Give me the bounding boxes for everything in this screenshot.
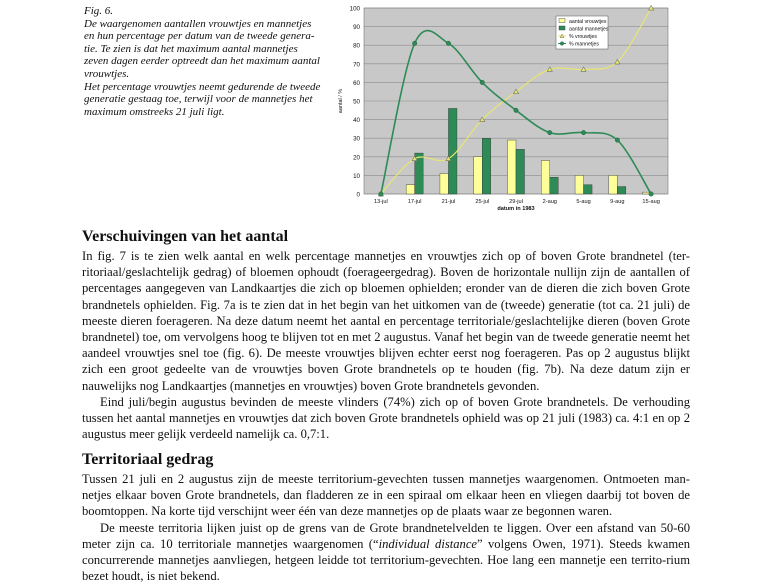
- bar: [440, 174, 449, 194]
- figure-caption: [84, 5, 334, 118]
- data-point: [480, 80, 484, 84]
- legend-swatch: [559, 19, 565, 23]
- x-tick-label: 25-jul: [475, 199, 490, 205]
- caption-line: maximum omstreeks 21 juli ligt.: [84, 105, 225, 118]
- bar: [508, 140, 517, 194]
- bar: [474, 157, 483, 194]
- caption-line: en hun percentage per datum van de tweede genera-: [84, 30, 315, 43]
- caption-line: vrouwtjes.: [84, 67, 130, 80]
- caption-line: De waargenomen aantallen vrouwtjes en mannetjes: [84, 17, 312, 30]
- bar: [584, 185, 593, 194]
- x-tick-label: 13-jul: [374, 199, 388, 205]
- bar: [575, 175, 584, 194]
- y-tick-label: 100: [349, 5, 360, 13]
- y-tick-label: 10: [353, 172, 360, 180]
- x-tick-label: 2-aug: [542, 199, 557, 205]
- paragraph: Tussen 21 juli en 2 augustus zijn de meeste territorium-gevechten tussen mannetjes waargenomen. Ontmoeten man-netjes elkaar boven Grote brandnetels, dan fladderen ze in een spiraal om elkaar heen en vliegen daarbij tot boven de boomtoppen. Na korte tijd verschijnt weer één van deze mannetjes op de plaats waar ze begonnen waren.: [82, 472, 690, 519]
- legend-label: aantal vrouwtjes: [569, 19, 607, 25]
- x-axis-label: datum in 1983: [497, 206, 535, 210]
- x-tick-label: 21-jul: [441, 199, 456, 205]
- legend-label: aantal mannetjes: [569, 26, 609, 33]
- data-point: [514, 108, 518, 112]
- data-point: [548, 130, 552, 134]
- data-point: [581, 130, 585, 134]
- paragraph: In fig. 7 is te zien welk aantal en welk percentage mannetjes en vrouwtjes zich op of boven Grote brandnetel (ter-ritoriaal/geslachtelijk gedrag) of bloemen ophoudt (foerageergedrag). Boven de horizontale nullijn zijn de aantallen of percentages aangegeven van Landkaartjes die zich op bloemen ophielden; eronder van de dieren die zich boven Grote brandnetels ophielden. Fig. 7a is te zien dat in het begin van het uitkomen van de (tweede) generatie (tot ca. 21 juli) de meeste dieren foerageren. Na deze datum neemt het aantal en percentage territoriale/geslachtelijke dieren (boven Grote brandnetel) toe, om vervolgens hoog te blijven tot en met 2 augustus. Vanaf het begin van de tweede generatie neemt het aandeel vrouwtjes snel toe (fig. 6). De meeste vrouwtjes blijven echter eerst nog foerageren. Pas op 2 augustus blijkt zich een groot gedeelte van de vrouwtjes boven Grote brandnetels op te houden (fig. 7b). Na deze datum zijn er nauwelijks nog Landkaartjes (mannetjes en vrouwtjes) boven Grote brandnetels gevonden.: [82, 249, 690, 393]
- x-tick-label: 29-jul: [509, 199, 523, 205]
- x-tick-label: 15-aug: [642, 199, 660, 205]
- y-tick-label: 60: [353, 79, 360, 87]
- data-point: [615, 138, 619, 142]
- y-tick-label: 30: [353, 135, 360, 143]
- bar: [406, 185, 415, 194]
- paragraph: [82, 520, 690, 584]
- y-axis-label: aantal / %: [338, 88, 344, 114]
- paragraph-text: De meeste territoria lijken juist op de grens van de Grote brandnetelvelden te liggen. Over een afstand van 50-60 meter zijn ca. 10 territoriale mannetjes waargenomen (“: [82, 520, 690, 551]
- y-tick-label: 0: [356, 191, 360, 199]
- bar: [516, 149, 525, 194]
- paragraph-text: ” volgens Owen, 1971). Steeds kwamen concurrerende mannetjes aanvliegen, hetgeen leidde tot territorium-gevechten. Hoe lang een mannetje een territo-rium bezet houdt, is niet bekend.: [82, 536, 691, 584]
- legend-label: % vrouwtjes: [569, 34, 597, 40]
- bar: [541, 161, 550, 194]
- section-territoriaal: [82, 451, 690, 584]
- chart-svg: [334, 2, 674, 210]
- caption-line: Het percentage vrouwtjes neemt gedurende de tweede: [84, 80, 321, 93]
- y-tick-label: 70: [353, 61, 360, 69]
- legend-marker: [560, 42, 564, 46]
- bar: [448, 108, 457, 194]
- figure-6-chart: [334, 2, 674, 210]
- legend-swatch: [559, 26, 565, 30]
- emphasis-text: individual distance: [378, 536, 478, 551]
- y-tick-label: 50: [353, 98, 360, 106]
- section-heading: Territoriaal gedrag: [82, 451, 214, 468]
- data-point: [379, 192, 383, 196]
- paragraph: Eind juli/begin augustus bevinden de meeste vlinders (74%) zich op of boven Grote brandnetels. De verhouding tussen het aantal mannetjes en vrouwtjes dat zich boven Grote brandnetels ophield was op 21 juli (1983) ca. 4:1 en op 2 augustus meer gelijk verdeeld namelijk ca. 0,7:1.: [82, 394, 690, 442]
- bar: [617, 187, 626, 194]
- data-point: [649, 192, 653, 196]
- caption-line: tie. Te zien is dat het maximum aantal mannetjes: [84, 42, 298, 55]
- bar: [482, 138, 491, 194]
- x-tick-label: 5-aug: [576, 199, 591, 205]
- x-tick-label: 9-aug: [610, 199, 625, 205]
- section-verschuivingen: [82, 228, 690, 442]
- x-tick-label: 17-jul: [407, 199, 422, 205]
- caption-line: zeven dagen eerder optreedt dan het maximum aantal: [84, 55, 320, 68]
- y-tick-label: 20: [353, 154, 360, 162]
- y-tick-label: 40: [353, 117, 360, 125]
- legend-label: % mannetjes: [569, 41, 599, 48]
- data-point: [446, 41, 450, 45]
- bar: [550, 177, 559, 194]
- y-tick-label: 90: [353, 24, 360, 32]
- caption-line: generatie gestaag toe, terwijl voor de mannetjes het: [84, 93, 313, 106]
- bar: [609, 175, 618, 194]
- caption-label: Fig. 6.: [84, 5, 114, 17]
- data-point: [412, 41, 416, 45]
- section-heading: Verschuivingen van het aantal: [82, 228, 289, 245]
- y-tick-label: 80: [353, 42, 360, 50]
